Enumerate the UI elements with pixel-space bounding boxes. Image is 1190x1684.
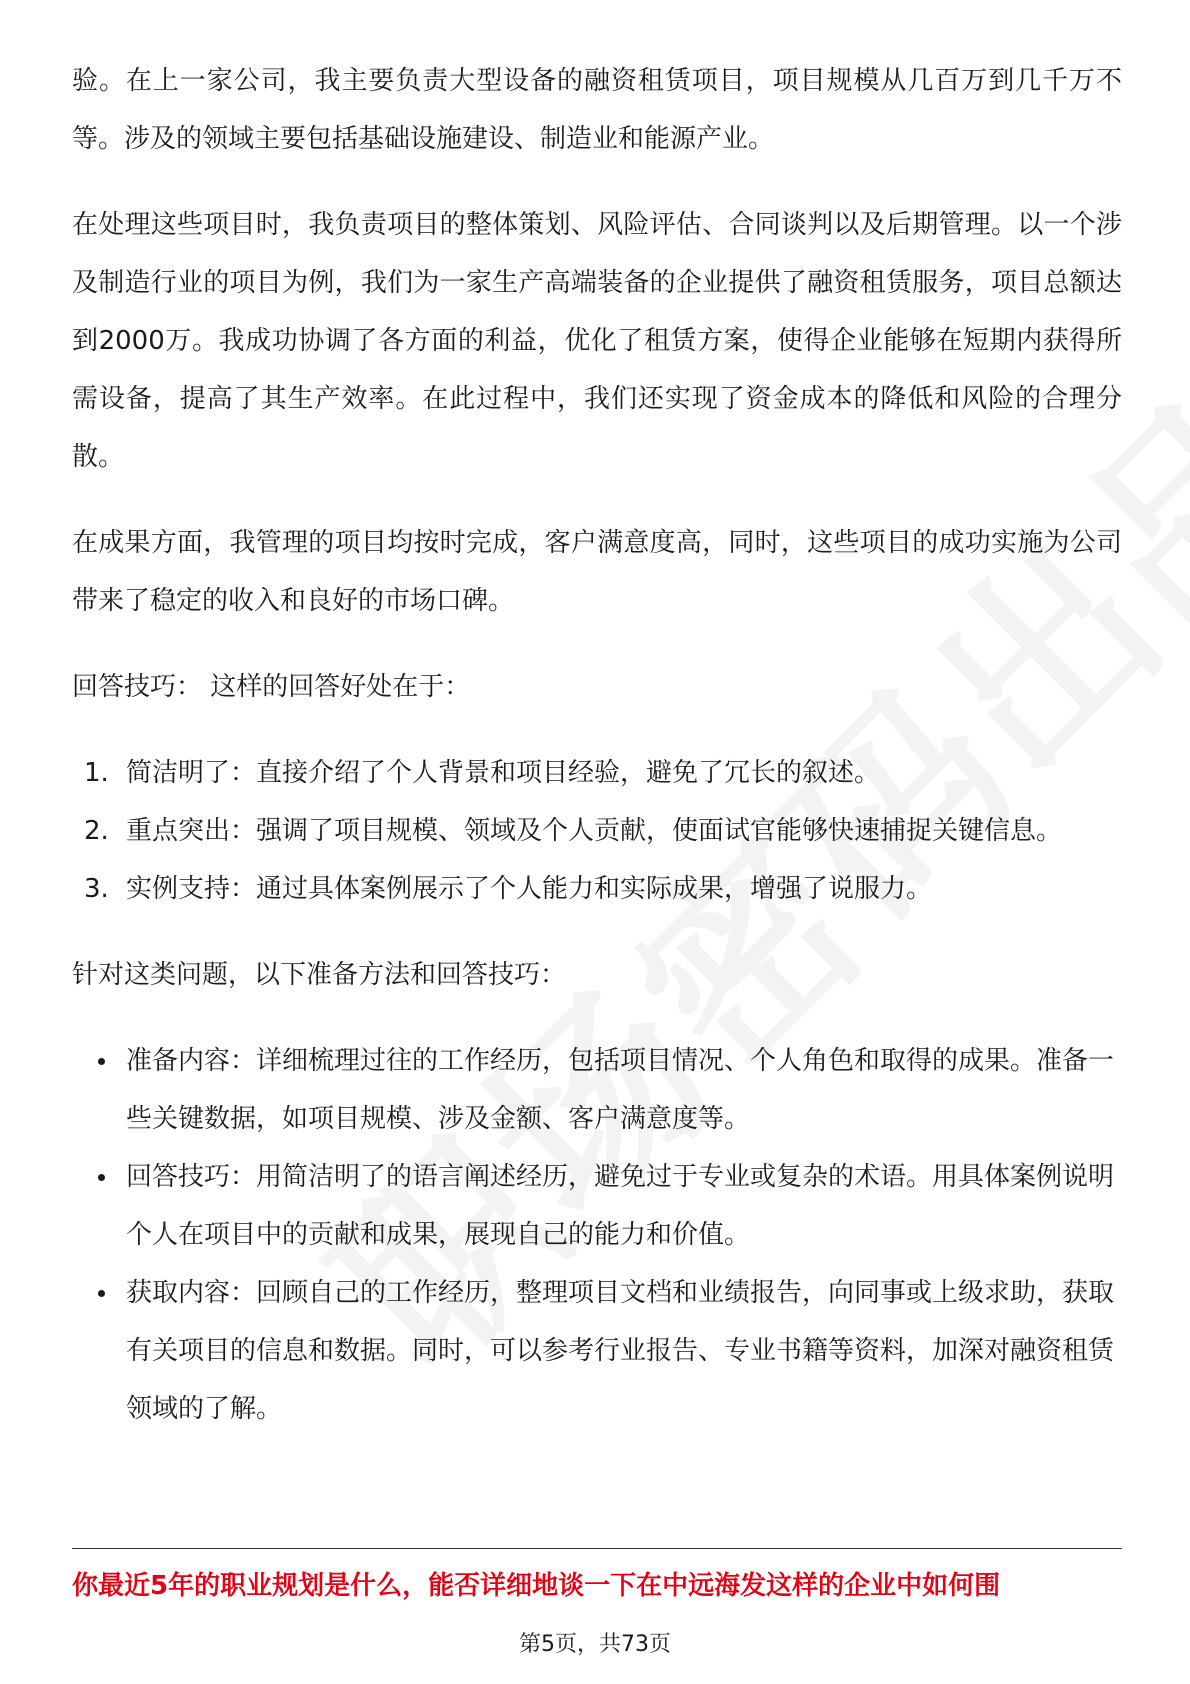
list-item-text: 回答技巧：用简洁明了的语言阐述经历，避免过于专业或复杂的术语。用具体案例说明个人在项目中的贡献和成果，展现自己的能力和价值。 xyxy=(126,1162,1115,1250)
list-item xyxy=(72,1264,1122,1438)
section-divider xyxy=(72,1548,1122,1549)
paragraph-results: 在成果方面，我管理的项目均按时完成，客户满意度高，同时，这些项目的成功实施为公司带来了稳定的收入和良好的市场口碑。 xyxy=(72,528,1122,616)
list-number: 2. xyxy=(84,816,109,846)
list-number: 1. xyxy=(84,758,109,788)
list-item-text: 重点突出：强调了项目规模、领域及个人贡献，使面试官能够快速捕捉关键信息。 xyxy=(126,816,1063,846)
list-item xyxy=(72,1148,1122,1264)
list-item-text: 简洁明了：直接介绍了个人背景和项目经验，避免了冗长的叙述。 xyxy=(126,758,881,788)
list-item xyxy=(72,1032,1122,1148)
paragraph-answer-tips-heading: 回答技巧： 这样的回答好处在于： xyxy=(72,672,471,702)
list-item xyxy=(72,802,1122,860)
list-number: 3. xyxy=(84,874,109,904)
list-item xyxy=(72,744,1122,802)
paragraph-prep-heading: 针对这类问题，以下准备方法和回答技巧： xyxy=(72,960,567,990)
numbered-list xyxy=(72,744,1122,918)
page-number: 第5页，共73页 xyxy=(519,1632,671,1657)
document-body xyxy=(72,52,1122,1466)
bullet-list xyxy=(72,1032,1122,1438)
bullet-icon xyxy=(98,1174,105,1181)
paragraph-project-detail: 在处理这些项目时，我负责项目的整体策划、风险评估、合同谈判以及后期管理。以一个涉及制造行业的项目为例，我们为一家生产高端装备的企业提供了融资租赁服务，项目总额达到2000万。我成功协调了各方面的利益，优化了租赁方案，使得企业能够在短期内获得所需设备，提高了其生产效率。在此过程中，我们还实现了资金成本的降低和风险的合理分散。 xyxy=(72,210,1122,472)
list-item xyxy=(72,860,1122,918)
paragraph-experience: 验。在上一家公司，我主要负责大型设备的融资租赁项目，项目规模从几百万到几千万不等。涉及的领域主要包括基础设施建设、制造业和能源产业。 xyxy=(72,66,1122,154)
list-item-text: 实例支持：通过具体案例展示了个人能力和实际成果，增强了说服力。 xyxy=(126,874,933,904)
next-question-title: 你最近5年的职业规划是什么，能否详细地谈一下在中远海发这样的企业中如何围 xyxy=(72,1571,1001,1601)
list-item-text: 获取内容：回顾自己的工作经历，整理项目文档和业绩报告，向同事或上级求助，获取有关项目的信息和数据。同时，可以参考行业报告、专业书籍等资料，加深对融资租赁领域的了解。 xyxy=(126,1278,1115,1424)
bullet-icon xyxy=(98,1290,105,1297)
list-item-text: 准备内容：详细梳理过往的工作经历，包括项目情况、个人角色和取得的成果。准备一些关键数据，如项目规模、涉及金额、客户满意度等。 xyxy=(126,1046,1115,1134)
bullet-icon xyxy=(98,1058,105,1065)
